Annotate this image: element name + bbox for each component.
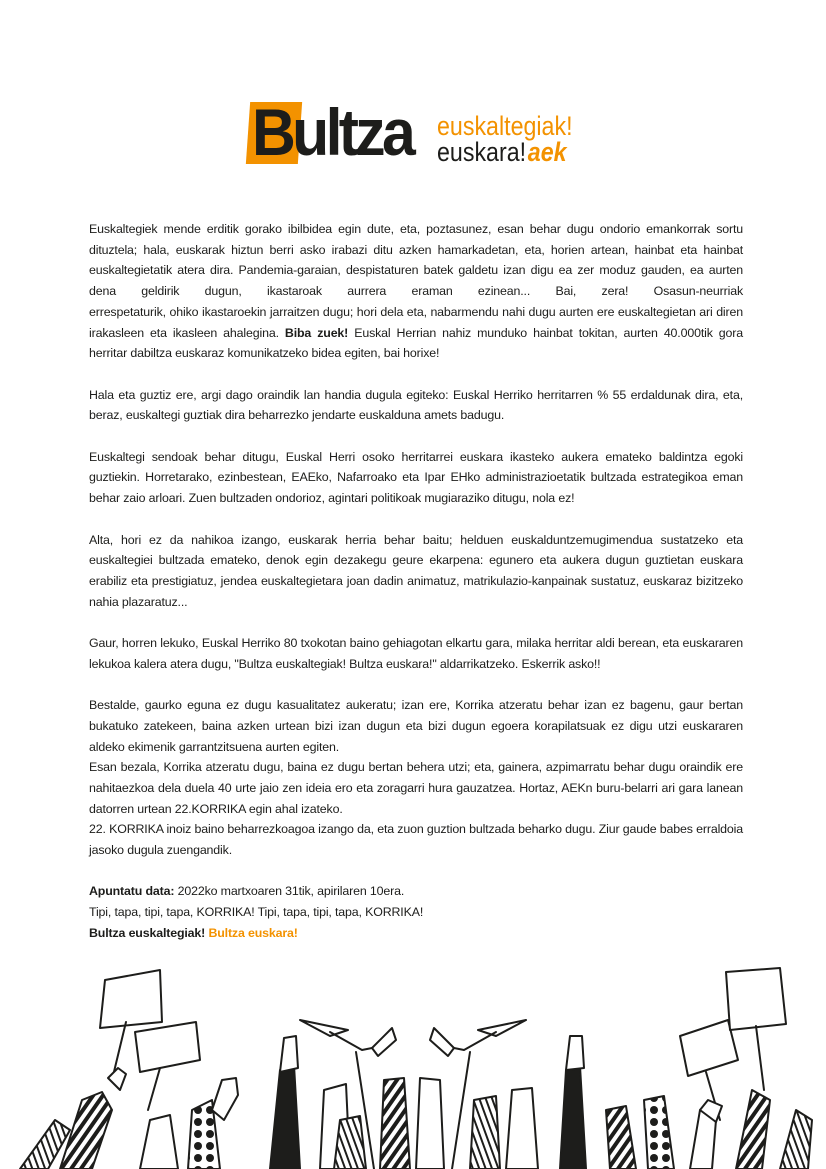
date-value: 2022ko martxoaren 31tik, apirilaren 10era.: [174, 884, 405, 899]
paragraph-1b-post: Euskal Herrian nahiz munduko hainbat tokitan, aurten 40.000tik gora herritar dabiltza euskaraz komunikatzeko bidea egiten, bai horixe!: [89, 325, 744, 361]
paragraph-1b-bold: Biba zuek!: [284, 325, 349, 340]
chant-line: Tipi, tapa, tipi, tapa, KORRIKA! Tipi, tapa, tipi, tapa, KORRIKA!: [89, 905, 424, 920]
bultza-logo: [246, 92, 586, 172]
manifesto-body: [89, 219, 743, 944]
aek-brand: aek: [527, 137, 567, 167]
logo-euskara-text: euskara!: [437, 137, 527, 167]
crowd-illustration: [0, 960, 826, 1169]
paragraph-2: Hala eta guztiz ere, argi dago oraindik lan handia dugula egiteko: Euskal Herriko herritarren % 55 erdaldunak dira, eta, beraz, euskaltegi guztiak dira beharrezko jendarte euskalduna amets badugu.: [89, 387, 743, 423]
logo-tagline-euskara: [437, 138, 567, 166]
date-line: [89, 881, 743, 902]
logo-wordmark: Bultza: [252, 95, 413, 169]
paragraph-5: Gaur, horren lekuko, Euskal Herriko 80 txokotan baino gehiagotan elkartu gara, milaka herritar aldi berean, eta euskararen lekukoa kalera atera dugu, "Bultza euskaltegiak! Bultza euskara!" aldarrikatzeko. Eskerrik asko!!: [89, 636, 743, 671]
paragraph-1b: [89, 302, 743, 364]
paragraph-6a: Bestalde, gaurko eguna ez dugu kasualitatez aukeratu; izan ere, Korrika atzeratu behar izan ez bagenu, gaur bertan bukatuko zatekeen, baina azken urtean bizi izan dugun eta bizi dugun egoera korapilatsuak ez digu utzi euskararen aldeko ekimenik garrantzitsuena aurten egiten.: [89, 698, 743, 754]
date-label: Apuntatu data:: [89, 884, 175, 899]
paragraph-3: Euskaltegi sendoak behar ditugu, Euskal Herri osoko herritarrei euskara ikasteko aukera emateko baldintza egoki guztiekin. Horretarako, ezinbestean, EAEko, Nafarroako eta Ipar EHko administrazioetatik bultzada estrategikoa eman behar zaio arloari. Zuen bultzaden ondorioz, agintari politikoak mugiaraziko ditugu, nola ez!: [89, 449, 743, 506]
protest-sign-icon: [135, 1022, 200, 1110]
slogan-line: [89, 923, 743, 944]
paragraph-1a: Euskaltegiek mende erditik gorako ibilbidea egin dute, eta, poztasunez, esan behar dugu ondorio emankorrak sortu dituztela; hala, euskarak hiztun berri asko irabazi ditu azken hamarkadetan, eta, horien artean, hainbat eta hainbat euskaltegietatik atera dira. Pandemia-garaian, despistaturen batek galdetu izan digu ea zer moduz gauden, ea aurten dena geldirik dugun, ikastaroak aurrera eraman ezinean... Bai, zera! Osasun-neurriak: [89, 222, 743, 299]
slogan-orange: Bultza euskara!: [208, 925, 298, 940]
paragraph-1b-pre: errespetaturik, ohiko ikastaroekin jarraitzen dugu; hori dela eta, nabarmendu nahi dugu aurten ere euskaltegietan ari diren irakasleen eta ikasleen ahalegina.: [89, 304, 743, 340]
paragraph-4: Alta, hori ez da nahikoa izango, euskarak herria behar baitu; helduen euskalduntzemugimendua sustatzeko eta euskaltegiei bultzada emateko, denok egin dezakegu geure ekarpena: egunero eta aukera dugun guztietan euskara erabiliz eta prestigiatuz, jendea euskaltegietara joan dadin animatuz, matrikulazio-kanpainak sustatuz, euskaraz bizitzeko nahia plazaratuz...: [89, 532, 743, 609]
paragraph-6c: 22. KORRIKA inoiz baino beharrezkoagoa izango da, eta zuon guztion bultzada beharko dugu. Ziur gaude babes erraldoia jasoko dugula zuengandik.: [89, 822, 743, 858]
slogan-black: Bultza euskaltegiak!: [89, 925, 206, 940]
paragraph-6b: Esan bezala, Korrika atzeratu dugu, baina ez dugu bertan behera utzi; eta, gainera, azpimarratu behar dugu oraindik ere nahitaezkoa dela duela 40 urte jaio zen ideia ero eta zoragarri hura gauzatzea. Hortaz, AEKn buru-belarri ari gara lanean datorren urtean 22.KORRIKA egin ahal izateko.: [89, 760, 743, 816]
protest-sign-icon: [726, 968, 786, 1090]
logo-tagline-euskaltegiak: euskaltegiak!: [437, 111, 573, 141]
